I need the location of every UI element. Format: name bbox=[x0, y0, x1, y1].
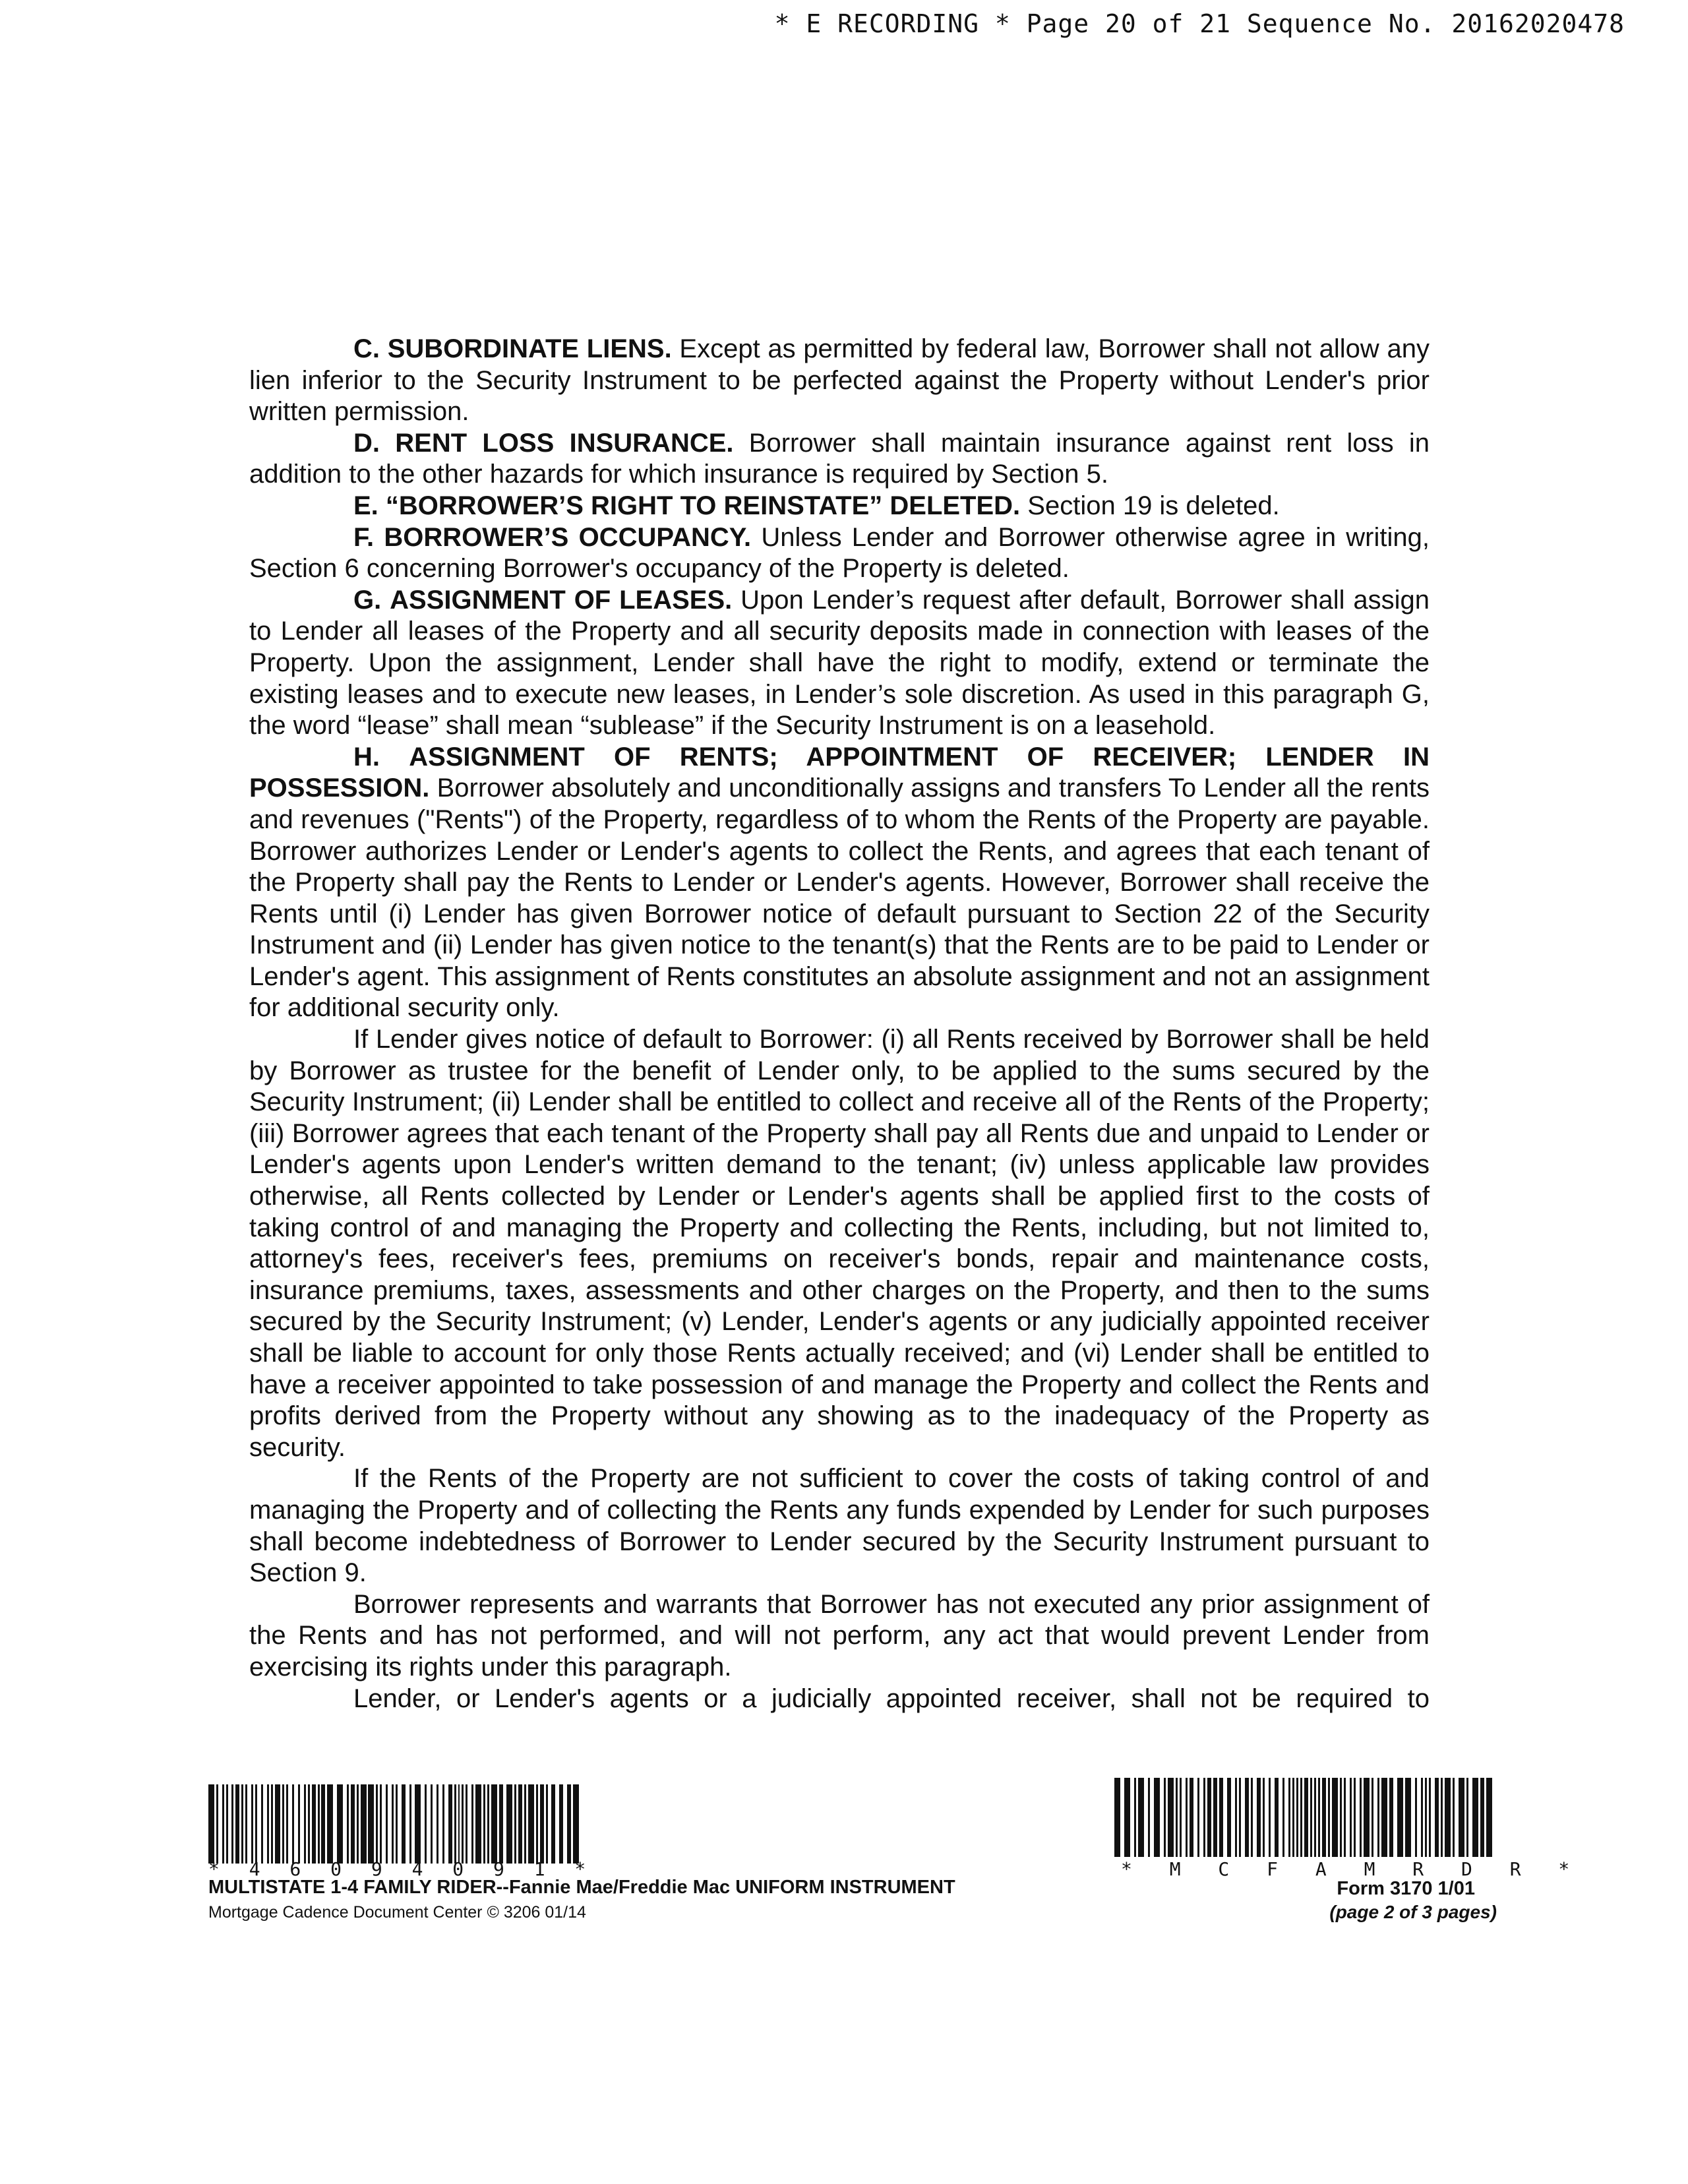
barcode-bar bbox=[1124, 1778, 1130, 1857]
paragraph-e-text: Section 19 is deleted. bbox=[1020, 491, 1280, 520]
paragraph-h-heading: ASSIGNMENT OF RENTS; APPOINTMENT OF RECEIVER; LENDER IN bbox=[409, 742, 1430, 772]
barcode-bar bbox=[1364, 1778, 1370, 1857]
barcode-bar bbox=[361, 1784, 367, 1864]
paragraph-e-label: E. bbox=[353, 491, 378, 520]
paragraph-f-label: F. bbox=[353, 522, 375, 552]
paragraph-g-label: G. bbox=[353, 585, 382, 615]
barcode-bar bbox=[1168, 1778, 1174, 1857]
paragraph-f bbox=[249, 522, 1430, 585]
paragraph-h-heading-line bbox=[249, 742, 1430, 774]
barcode-bar bbox=[1332, 1778, 1338, 1857]
paragraph-h-text: Borrower absolutely and unconditionally assigns and transfers To Lender all the rents and revenues ("Rents") of the Property, regardless of to whom the Rents of the Property are payable. Borrower authorizes Lender or Lender's agents to collect the Rents, and agrees that each tenant of the Property shall pay the Rents to Lender or Lender's agents. However, Borrower shall receive the Rents until (i) Lender has given Borrower notice of default pursuant to Section 22 of the Security Instrument and (ii) Lender has given notice to the tenant(s) that the Rents are to be paid to Lender or Lender's agent. This assignment of Rents constitutes an absolute assignment and not an assignment for additional security only. bbox=[249, 774, 1430, 1023]
rider-body bbox=[249, 334, 1430, 1714]
page-count: (page 2 of 3 pages) bbox=[1329, 1902, 1497, 1922]
barcode-bar bbox=[506, 1784, 512, 1864]
barcode-bar bbox=[475, 1784, 481, 1864]
paragraph-lender: Lender, or Lender's agents or a judicially appointed receiver, shall not be required to bbox=[353, 1684, 1430, 1713]
barcode-bar bbox=[1138, 1778, 1144, 1857]
barcode-gap bbox=[1492, 1778, 1494, 1857]
form-number: Form 3170 1/01 bbox=[1337, 1878, 1475, 1899]
barcode-bar bbox=[1154, 1778, 1160, 1857]
barcode-bar bbox=[327, 1784, 333, 1864]
barcode-bar bbox=[1445, 1778, 1451, 1857]
barcode-bar bbox=[1486, 1778, 1492, 1857]
recording-header: * E RECORDING * Page 20 of 21 Sequence No. 20162020478 bbox=[774, 9, 1625, 38]
paragraph-c-heading: SUBORDINATE LIENS. bbox=[387, 334, 672, 363]
paragraph-insufficient: If the Rents of the Property are not sufficient to cover the costs of taking control of and managing the Property and of collecting the Rents any funds expended by Lender for such purposes shall become indebtedness of Borrower to Lender secured by the Security Instrument pursuant to Section 9. bbox=[249, 1464, 1430, 1588]
barcode-bar bbox=[208, 1784, 214, 1864]
left-barcode bbox=[208, 1784, 583, 1864]
rider-title: MULTISTATE 1-4 FAMILY RIDER--Fannie Mae/Freddie Mac UNIFORM INSTRUMENT bbox=[208, 1877, 955, 1898]
paragraph-g-text: Upon Lender’s request after default, Borrower shall assign to Lender all leases of the Property and all security deposits made in connection with leases of the Property. Upon the assignment, Lender shall have the right to modify, extend or terminate the existing leases and to execute new leases, in Lender’s sole discretion. As used in this paragraph G, the word “lease” shall mean “sublease” if the Security Instrument is on a leasehold. bbox=[249, 585, 1430, 741]
document-center-line: Mortgage Cadence Document Center © 3206 01/14 bbox=[208, 1903, 586, 1922]
paragraph-h-label: H. bbox=[353, 742, 380, 772]
right-barcode bbox=[1114, 1778, 1497, 1857]
paragraph-f-heading: BORROWER’S OCCUPANCY. bbox=[384, 522, 752, 552]
paragraph-represents: Borrower represents and warrants that Borrower has not executed any prior assignment of the Rents and has not performed, and will not perform, any act that would prevent Lender from exercising its rights under this paragraph. bbox=[249, 1589, 1430, 1682]
paragraph-g bbox=[249, 585, 1430, 742]
barcode-bar bbox=[573, 1784, 579, 1864]
barcode-bar bbox=[368, 1784, 374, 1864]
barcode-bar bbox=[528, 1784, 534, 1864]
barcode-bar bbox=[337, 1784, 343, 1864]
barcode-bar bbox=[1459, 1778, 1464, 1857]
barcode-bar bbox=[1381, 1778, 1387, 1857]
paragraph-h bbox=[249, 773, 1430, 1024]
barcode-bar bbox=[1397, 1778, 1403, 1857]
barcode-bar bbox=[415, 1784, 421, 1864]
paragraph-d-heading: RENT LOSS INSURANCE. bbox=[395, 428, 734, 458]
barcode-bar bbox=[275, 1784, 281, 1864]
barcode-bar bbox=[1405, 1778, 1411, 1857]
paragraph-e-heading: “BORROWER’S RIGHT TO REINSTATE” DELETED. bbox=[385, 491, 1021, 520]
paragraph-c bbox=[249, 334, 1430, 428]
paragraph-default: If Lender gives notice of default to Borrower: (i) all Rents received by Borrower shall be held by Borrower as trustee for the benefit of Lender only, to be applied to the sums secured by the Security Instrument; (ii) Lender shall be entitled to collect and receive all of the Rents of the Property; (iii) Borrower agrees that each tenant of the Property shall pay all Rents due and unpaid to Lender or Lender's agents upon Lender's written demand to the tenant; (iv) unless applicable law provides otherwise, all Rents collected by Lender or Lender's agents shall be applied first to the costs of taking control of and managing the Property and collecting the Rents, including, but not limited to, attorney's fees, receiver's fees, premiums on receiver's bonds, repair and maintenance costs, insurance premiums, taxes, assessments and other charges on the Property, and then to the sums secured by the Security Instrument; (v) Lender, Lender's agents or any judicially appointed receiver shall be liable to account for only those Rents actually received; and (vi) Lender shall be entitled to have a receiver appointed to take possession of and manage the Property and collect the Rents and profits derived from the Property without any showing as to the inadequacy of the Property as security. bbox=[249, 1025, 1430, 1462]
paragraph-c-text: Except as permitted by federal law, Borrower shall not allow any lien inferior to the Security Instrument to be perfected against the Property without Lender's prior written permission. bbox=[249, 334, 1430, 427]
paragraph-g-heading: ASSIGNMENT OF LEASES. bbox=[390, 585, 733, 615]
barcode-bar bbox=[1472, 1778, 1478, 1857]
paragraph-f-text: Unless Lender and Borrower otherwise agree in writing, Section 6 concerning Borrower's occupancy of the Property is deleted. bbox=[249, 522, 1430, 584]
barcode-bar bbox=[491, 1784, 497, 1864]
paragraph-e bbox=[249, 491, 1430, 522]
barcode-gap bbox=[579, 1784, 583, 1864]
paragraph-d-text: Borrower shall maintain insurance against rent loss in addition to the other hazards for which insurance is required by Section 5. bbox=[249, 428, 1430, 489]
paragraph-d bbox=[249, 428, 1430, 491]
left-barcode-text: * 4 6 0 9 4 0 9 1 * bbox=[208, 1858, 595, 1880]
paragraph-c-label: C. bbox=[353, 334, 380, 363]
right-barcode-text: * M C F A M R D R * bbox=[1121, 1858, 1583, 1880]
barcode-bar bbox=[1114, 1778, 1120, 1857]
paragraph-h-heading-cont: POSSESSION. bbox=[249, 774, 430, 803]
paragraph-d-label: D. bbox=[353, 428, 380, 458]
